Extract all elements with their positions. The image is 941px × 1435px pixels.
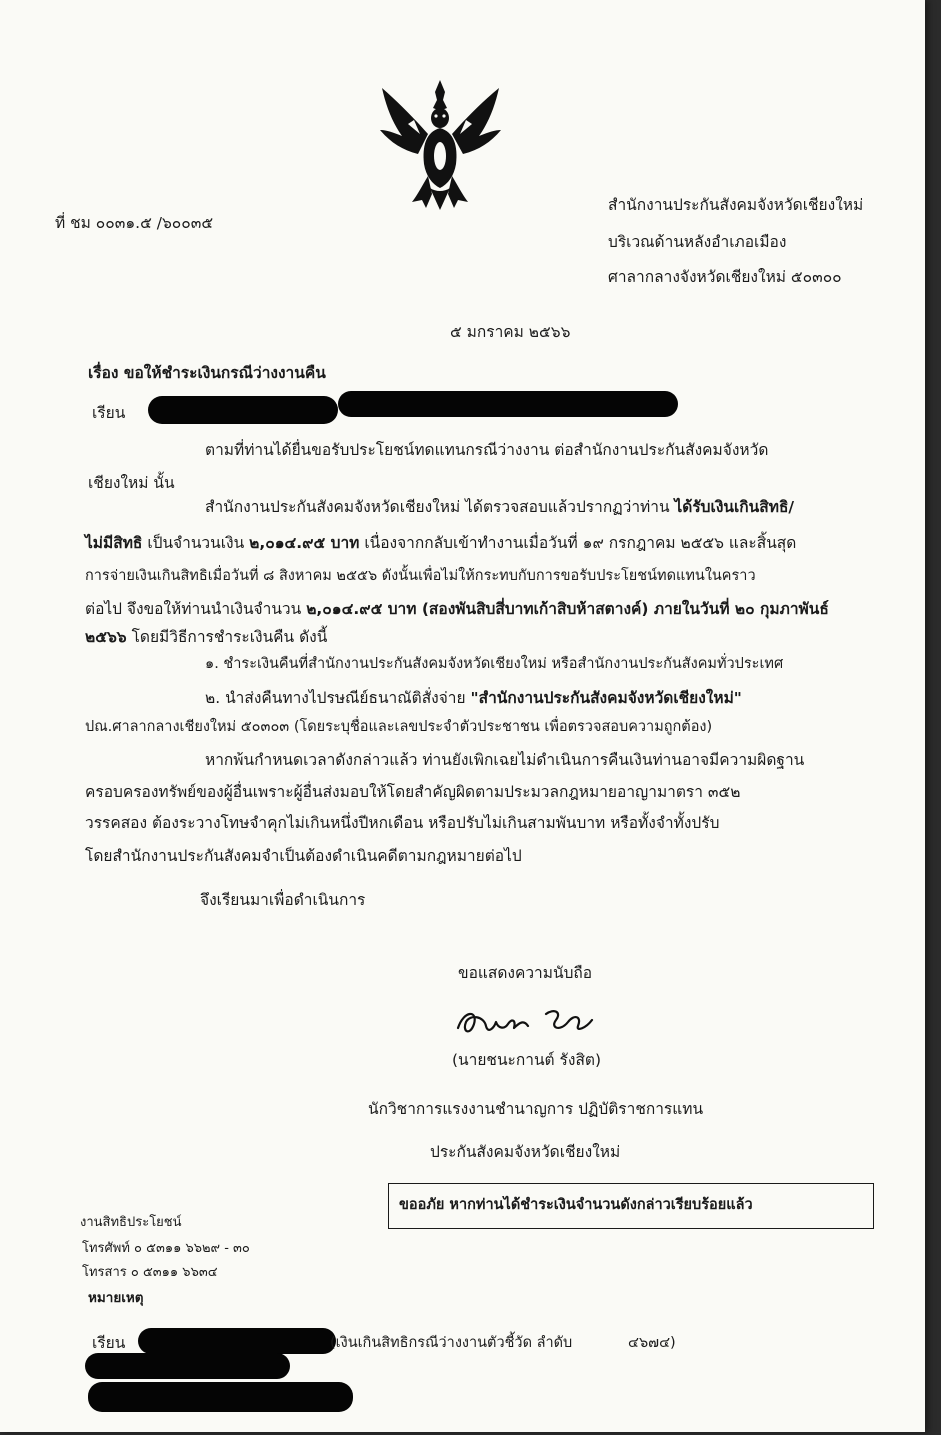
body-p3-line2: ครอบครองทรัพย์ของผู้อื่นเพราะผู้อื่นส่งมอบให้โดยสำคัญผิดตามประมวลกฎหมายอาญามาตรา ๓๕๒ [85,783,741,801]
closing-request: จึงเรียนมาเพื่อดำเนินการ [200,891,366,909]
garuda-emblem-icon [378,76,503,216]
redacted-bottom-name [138,1328,336,1354]
reference-number: ที่ ชม ๐๐๓๑.๕ /๖๐๐๓๕ [55,214,214,232]
letter-date: ๕ มกราคม ๒๕๖๖ [450,323,571,341]
signer-position-line1: นักวิชาการแรงงานชำนาญการ ปฏิบัติราชการแทน [368,1100,704,1118]
handwritten-signature-icon [450,998,600,1046]
body-p2-line5 [85,627,327,647]
body-p2-line5-plain: โดยมีวิธีการชำระเงินคืน ดังนี้ [131,628,328,646]
redacted-bottom-line3 [88,1382,353,1412]
body-p2-line2-plain-b: เนื่องจากกลับเข้าทำงานเมื่อวันที่ ๑๙ กรกฎาคม ๒๕๕๖ และสิ้นสุด [364,534,797,552]
sender-address-line1: สำนักงานประกันสังคมจังหวัดเชียงใหม่ [608,196,864,214]
body-p2-line4 [85,599,829,619]
footer-department: งานสิทธิประโยชน์ [80,1215,182,1230]
sender-address-line3: ศาลากลางจังหวัดเชียงใหม่ ๕๐๓๐๐ [608,268,842,286]
body-p2-line3: การจ่ายเงินเกินสิทธิเมื่อวันที่ ๘ สิงหาคม ๒๕๕๖ ดังนั้นเพื่อไม่ให้กระทบกับการขอรับประโยชน์ทดแทนในคราว [85,568,756,584]
body-p2-line2 [85,533,796,553]
payment-method-2 [205,688,742,708]
body-p3-line3: วรรคสอง ต้องระวางโทษจำคุกไม่เกินหนึ่งปีหกเดือน หรือปรับไม่เกินสามพันบาท หรือทั้งจำทั้งปรับ [85,814,720,832]
bottom-reference-number: ๔๖๗๔) [628,1335,676,1351]
bottom-salutation: เรียน [92,1334,126,1352]
footer-phone: โทรศัพท์ ๐ ๕๓๑๑ ๖๖๒๙ - ๓๐ [82,1241,250,1256]
body-p2-line4-bold: ๒,๐๑๔.๙๕ บาท (สองพันสิบสี่บาทเก้าสิบห้าสตางค์) ภายในวันที่ ๒๐ กุมภาพันธ์ [306,600,829,618]
sender-address-line2: บริเวณด้านหลังอำเภอเมือง [608,233,787,251]
body-p2-line1-bold: ได้รับเงินเกินสิทธิ/ [674,498,795,516]
footer-fax: โทรสาร ๐ ๕๓๑๑ ๖๖๓๔ [82,1265,218,1280]
signer-name: (นายชนะกานต์ รังสิต) [452,1051,602,1069]
footer-remark: หมายเหตุ [88,1290,144,1306]
redacted-recipient-name [148,396,338,424]
body-p1-line2: เชียงใหม่ นั้น [88,474,175,492]
payment-method-2-plain: ๒. นำส่งคืนทางไปรษณีย์ธนาณัติสั่งจ่าย [205,689,466,707]
body-p3-line1: หากพ้นกำหนดเวลาดังกล่าวแล้ว ท่านยังเพิกเฉยไม่ดำเนินการคืนเงินท่านอาจมีความผิดฐาน [205,751,805,769]
body-p2-line2-bold-a: ไม่มีสิทธิ [85,534,143,552]
apology-notice-text: ขออภัย หากท่านได้ชำระเงินจำนวนดังกล่าวเรียบร้อยแล้ว [399,1197,753,1213]
salutation: เรียน [92,404,126,422]
payment-method-2-bold: "สำนักงานประกันสังคมจังหวัดเชียงใหม่" [470,689,742,707]
bottom-reference: (เงินเกินสิทธิกรณีว่างงานตัวชี้วัด ลำดับ [330,1335,573,1351]
body-p2-line5-bold: ๒๕๖๖ [85,628,127,646]
payment-method-2-line2: ปณ.ศาลากลางเชียงใหม่ ๕๐๓๐๓ (โดยระบุชื่อและเลขประจำตัวประชาชน เพื่อตรวจสอบความถูกต้อง) [85,719,713,735]
body-p1-line1: ตามที่ท่านได้ยื่นขอรับประโยชน์ทดแทนกรณีว่างงาน ต่อสำนักงานประกันสังคมจังหวัด [205,441,769,459]
body-p2-line4-plain: ต่อไป จึงขอให้ท่านนำเงินจำนวน [85,600,302,618]
body-p2-line2-plain-a: เป็นจำนวนเงิน [147,534,245,552]
body-p2-line1 [205,497,794,517]
body-p2-line2-bold-b: ๒,๐๑๔.๙๕ บาท [249,534,360,552]
apology-notice-box [388,1183,874,1229]
signer-position-line2: ประกันสังคมจังหวัดเชียงใหม่ [430,1143,621,1161]
closing-regards: ขอแสดงความนับถือ [458,964,593,982]
redacted-bottom-line2 [85,1353,290,1379]
letter-subject: เรื่อง ขอให้ชำระเงินกรณีว่างงานคืน [88,364,326,382]
body-p3-line4: โดยสำนักงานประกันสังคมจำเป็นต้องดำเนินคดีตามกฎหมายต่อไป [85,847,522,865]
body-p2-line1-plain: สำนักงานประกันสังคมจังหวัดเชียงใหม่ ได้ตรวจสอบแล้วปรากฏว่าท่าน [205,498,670,516]
payment-method-1: ๑. ชำระเงินคืนที่สำนักงานประกันสังคมจังหวัดเชียงใหม่ หรือสำนักงานประกันสังคมทั่วประเทศ [205,656,784,672]
redacted-recipient-address [338,391,678,417]
